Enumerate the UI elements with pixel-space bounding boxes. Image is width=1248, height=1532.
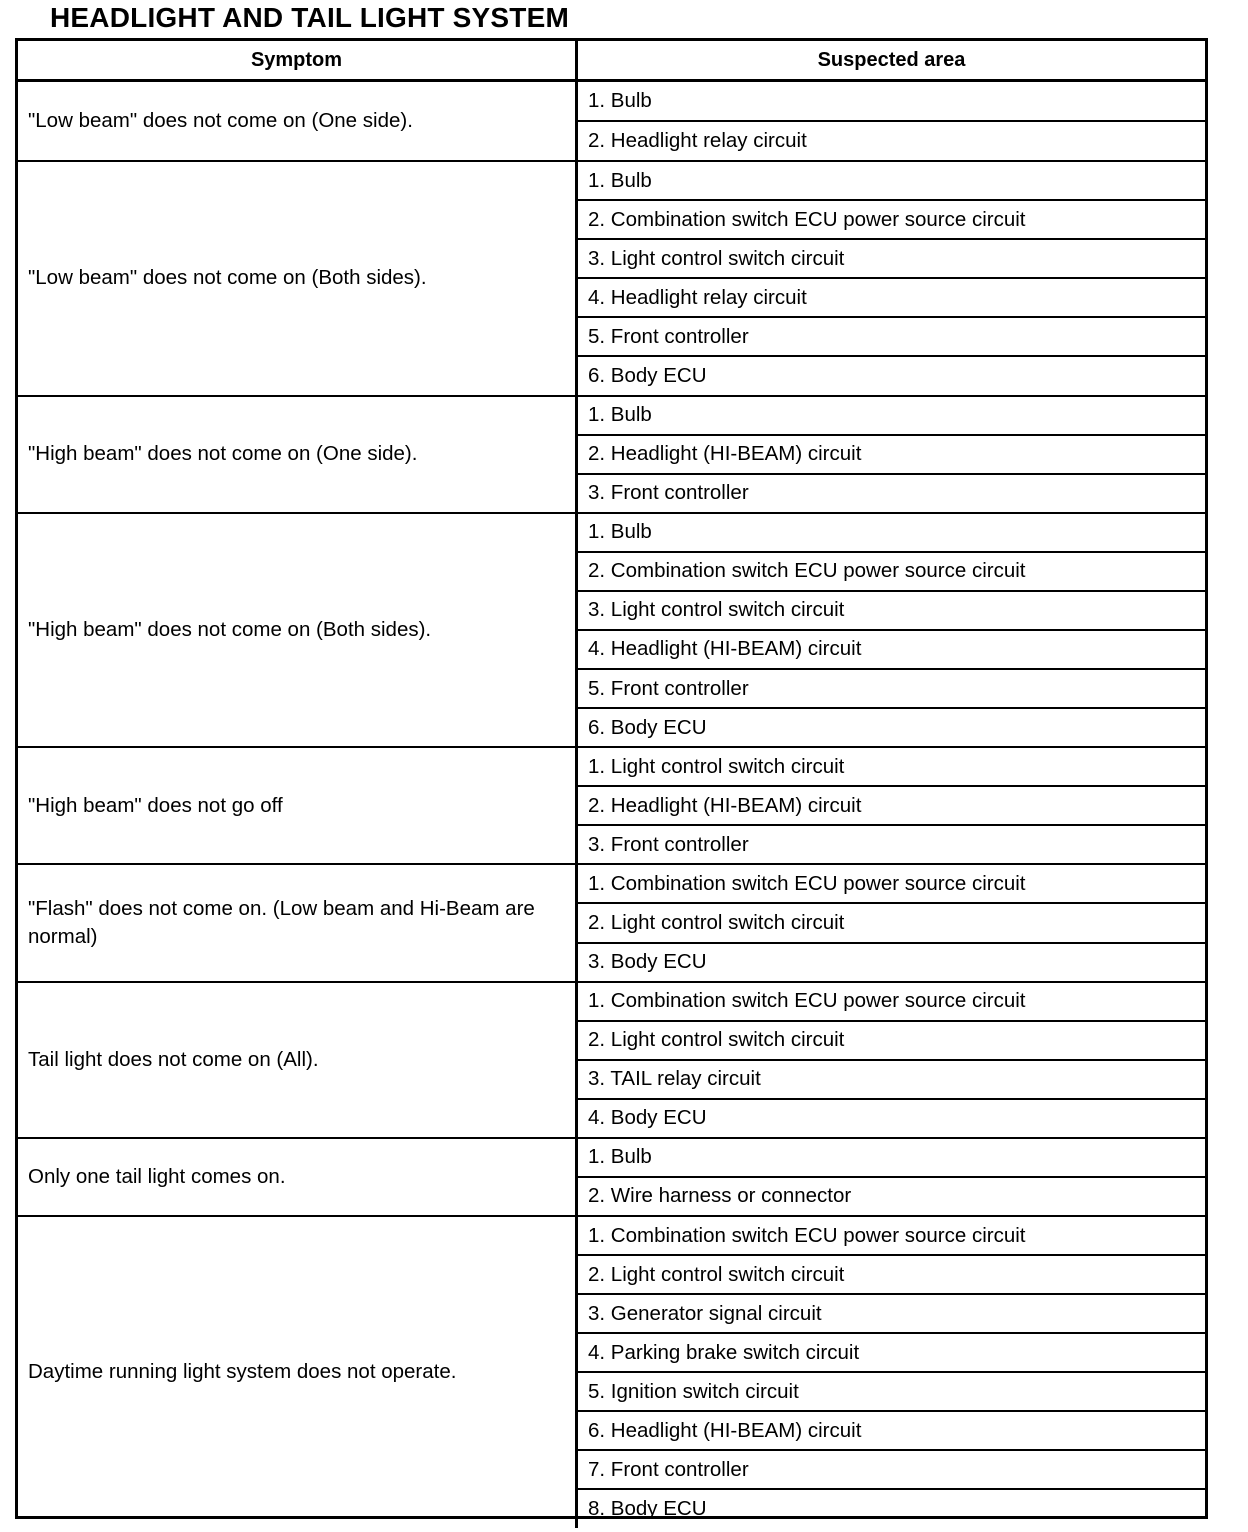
- symptom-cell: Tail light does not come on (All).: [28, 1047, 319, 1071]
- suspected-area-cell: 4. Headlight (HI-BEAM) circuit: [578, 629, 1205, 668]
- page-title: HEADLIGHT AND TAIL LIGHT SYSTEM: [50, 2, 570, 33]
- symptom-column-header: Symptom: [250, 49, 343, 71]
- suspected-area-list: [575, 514, 1205, 746]
- suspected-area-cell: 2. Combination switch ECU power source circuit: [578, 551, 1205, 590]
- suspected-area-cell: 3. Front controller: [578, 473, 1205, 512]
- symptom-cell: Only one tail light comes on.: [28, 1164, 286, 1188]
- suspected-area-cell: 5. Ignition switch circuit: [578, 1371, 1205, 1410]
- suspected-area-cell: 1. Bulb: [588, 89, 652, 113]
- suspected-area-cell: 2. Headlight (HI-BEAM) circuit: [578, 434, 1205, 473]
- suspected-area-cell: 2. Light control switch circuit: [578, 1020, 1205, 1059]
- table-row: [18, 512, 1205, 746]
- suspected-area-cell: 6. Body ECU: [578, 355, 1205, 394]
- suspected-area-list: [575, 865, 1205, 980]
- suspected-area-list: [575, 983, 1205, 1137]
- suspected-area-cell: 1. Combination switch ECU power source circuit: [588, 989, 1026, 1013]
- suspected-area-cell: 4. Parking brake switch circuit: [578, 1332, 1205, 1371]
- symptom-cell: "Flash" does not come on. (Low beam and Hi-Beam are normal): [28, 896, 535, 948]
- suspected-area-cell: 3. Body ECU: [578, 942, 1205, 981]
- suspected-area-cell: 2. Light control switch circuit: [578, 902, 1205, 941]
- suspected-area-list: [575, 162, 1205, 394]
- suspected-area-cell: 1. Bulb: [588, 403, 652, 427]
- suspected-area-cell: 5. Front controller: [578, 668, 1205, 707]
- suspected-area-cell: 6. Body ECU: [578, 707, 1205, 746]
- suspected-area-cell: 8. Body ECU: [578, 1488, 1205, 1527]
- suspected-area-cell: 2. Wire harness or connector: [578, 1176, 1205, 1215]
- symptom-cell: "Low beam" does not come on (One side).: [28, 109, 413, 133]
- symptom-cell: "High beam" does not come on (One side).: [28, 442, 418, 466]
- suspected-area-cell: 3. Generator signal circuit: [578, 1293, 1205, 1332]
- symptom-cell: "High beam" does not come on (Both sides).: [28, 617, 432, 641]
- suspected-area-cell: 2. Headlight relay circuit: [578, 120, 1205, 160]
- suspected-area-cell: 1. Light control switch circuit: [588, 754, 845, 778]
- table-header: [18, 41, 1205, 82]
- symptom-cell: "High beam" does not go off: [28, 793, 283, 817]
- table-row: [18, 395, 1205, 512]
- suspected-area-cell: 5. Front controller: [578, 316, 1205, 355]
- suspected-area-cell: 6. Headlight (HI-BEAM) circuit: [578, 1410, 1205, 1449]
- suspected-area-column-header: Suspected area: [575, 41, 1205, 79]
- symptom-cell: Daytime running light system does not operate.: [28, 1360, 457, 1384]
- suspected-area-list: [575, 748, 1205, 863]
- table-row: [18, 160, 1205, 394]
- table-row: [18, 1215, 1205, 1528]
- table-row: [18, 863, 1205, 980]
- suspected-area-cell: 3. Front controller: [578, 824, 1205, 863]
- suspected-area-list: [575, 1217, 1205, 1528]
- suspected-area-cell: 2. Light control switch circuit: [578, 1254, 1205, 1293]
- table-row: [18, 746, 1205, 863]
- suspected-area-cell: 3. Light control switch circuit: [578, 238, 1205, 277]
- symptom-cell: "Low beam" does not come on (Both sides).: [28, 266, 427, 290]
- suspected-area-cell: 1. Bulb: [588, 1145, 652, 1169]
- table-row: [18, 981, 1205, 1137]
- table-row: [18, 1137, 1205, 1215]
- suspected-area-cell: 1. Combination switch ECU power source circuit: [588, 871, 1026, 895]
- suspected-area-cell: 1. Bulb: [588, 168, 652, 192]
- suspected-area-cell: 1. Bulb: [588, 520, 652, 544]
- suspected-area-cell: 4. Headlight relay circuit: [578, 277, 1205, 316]
- suspected-area-cell: 2. Headlight (HI-BEAM) circuit: [578, 785, 1205, 824]
- suspected-area-cell: 7. Front controller: [578, 1449, 1205, 1488]
- suspected-area-list: [575, 1139, 1205, 1215]
- suspected-area-cell: 1. Combination switch ECU power source circuit: [588, 1223, 1026, 1247]
- suspected-area-cell: 3. Light control switch circuit: [578, 590, 1205, 629]
- table-row: [18, 82, 1205, 160]
- diagnosis-table: [15, 38, 1208, 1519]
- suspected-area-cell: 2. Combination switch ECU power source circuit: [578, 199, 1205, 238]
- suspected-area-list: [575, 82, 1205, 160]
- suspected-area-list: [575, 397, 1205, 512]
- suspected-area-cell: 3. TAIL relay circuit: [578, 1059, 1205, 1098]
- suspected-area-cell: 4. Body ECU: [578, 1098, 1205, 1137]
